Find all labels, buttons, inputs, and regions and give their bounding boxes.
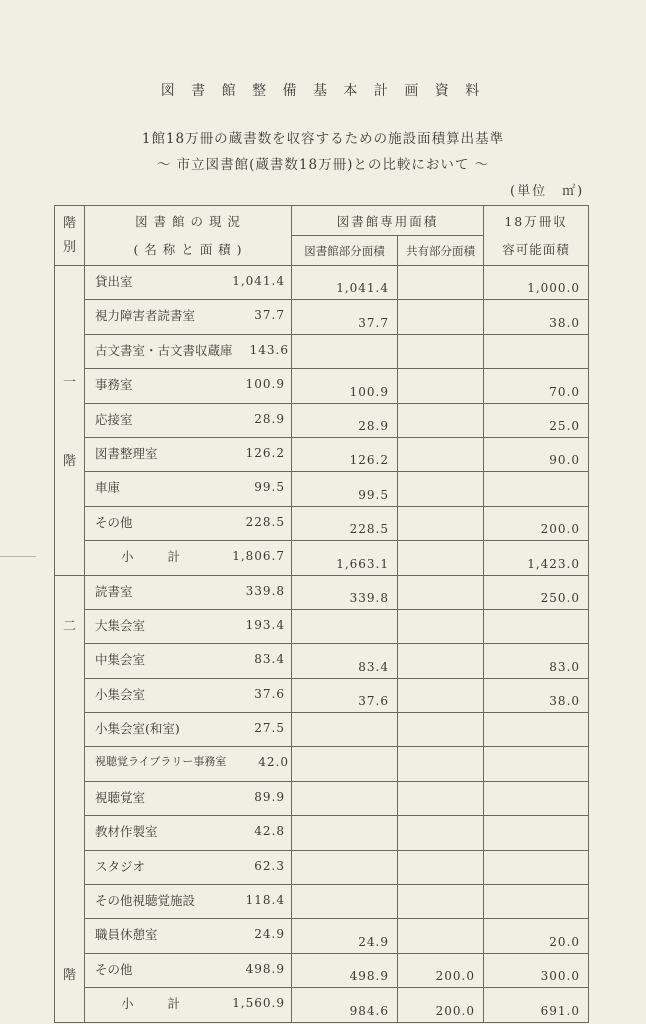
table-row xyxy=(55,747,589,781)
capacity-area xyxy=(484,781,589,815)
library-area: 24.9 xyxy=(292,919,398,953)
shared-area: 200.0 xyxy=(398,953,484,987)
table-row xyxy=(55,506,589,540)
library-area xyxy=(292,781,398,815)
room-area: 27.5 xyxy=(254,721,285,736)
subtotal-library-area: 984.6 xyxy=(292,988,398,1022)
document-title: 図 書 館 整 備 基 本 計 画 資 料 xyxy=(160,83,486,99)
header-current-status: 図 書 館 の 現 況 ( 名 称 と 面 積 ) xyxy=(85,206,292,266)
library-area: 228.5 xyxy=(292,506,398,540)
room-area: 1,041.4 xyxy=(232,274,285,288)
capacity-area: 38.0 xyxy=(484,300,589,334)
capacity-area xyxy=(484,472,589,506)
library-area xyxy=(292,885,398,919)
shared-area xyxy=(398,506,484,540)
table-row xyxy=(55,472,589,506)
capacity-area: 1,000.0 xyxy=(484,266,589,300)
capacity-area xyxy=(484,850,589,884)
library-area: 126.2 xyxy=(292,437,398,471)
room-name: 応接室 xyxy=(95,411,133,427)
shared-area xyxy=(398,472,484,506)
shared-area xyxy=(398,300,484,334)
capacity-area: 90.0 xyxy=(484,437,589,471)
room-area: 143.6 xyxy=(249,342,289,357)
room-area: 118.4 xyxy=(245,893,285,908)
capacity-area xyxy=(484,816,589,850)
shared-area xyxy=(398,403,484,437)
library-area xyxy=(292,747,398,781)
room-name: 中集会室 xyxy=(95,652,146,668)
library-area: 83.4 xyxy=(292,644,398,678)
room-area: 193.4 xyxy=(245,617,285,632)
capacity-area xyxy=(484,713,589,747)
library-area: 37.7 xyxy=(292,300,398,334)
room-name: 小集会室(和室) xyxy=(95,721,180,737)
document-subtitle-comparison: ～ 市立図書館(蔵書数18万冊)との比較において ～ xyxy=(156,157,490,173)
capacity-area: 20.0 xyxy=(484,919,589,953)
capacity-area: 250.0 xyxy=(484,575,589,609)
margin-mark xyxy=(0,556,36,557)
shared-area xyxy=(398,816,484,850)
room-area: 228.5 xyxy=(245,514,285,529)
subtotal-library-area: 1,663.1 xyxy=(292,541,398,575)
shared-area xyxy=(398,437,484,471)
library-area: 28.9 xyxy=(292,403,398,437)
capacity-area: 200.0 xyxy=(484,506,589,540)
subtotal-row xyxy=(55,988,589,1022)
capacity-area: 38.0 xyxy=(484,678,589,712)
room-name: 職員休憩室 xyxy=(95,927,158,943)
shared-area xyxy=(398,678,484,712)
room-name: 古文書室・古文書収蔵庫 xyxy=(95,342,233,358)
room-area: 37.7 xyxy=(254,308,285,323)
library-area: 498.9 xyxy=(292,953,398,987)
shared-area xyxy=(398,850,484,884)
room-area: 126.2 xyxy=(245,445,285,460)
shared-area xyxy=(398,885,484,919)
table-row xyxy=(55,644,589,678)
library-area: 1,041.4 xyxy=(292,266,398,300)
room-area: 339.8 xyxy=(245,583,285,598)
room-name: 貸出室 xyxy=(95,274,133,289)
capacity-area xyxy=(484,609,589,643)
room-name: 図書整理室 xyxy=(95,445,158,461)
room-area: 89.9 xyxy=(254,789,285,804)
room-name: 大集会室 xyxy=(95,617,146,633)
header-shared-part: 共有部分面積 xyxy=(398,236,484,266)
table-row xyxy=(55,300,589,334)
library-area xyxy=(292,609,398,643)
subtotal-row xyxy=(55,541,589,575)
room-area: 498.9 xyxy=(245,961,285,976)
shared-area xyxy=(398,781,484,815)
document-subtitle: 1館18万冊の蔵書数を収容するための施設面積算出基準 xyxy=(141,131,505,147)
table-row xyxy=(55,609,589,643)
table-row xyxy=(55,919,589,953)
library-area: 99.5 xyxy=(292,472,398,506)
table-row xyxy=(55,575,589,609)
shared-area xyxy=(398,919,484,953)
room-area: 100.9 xyxy=(245,377,285,392)
shared-area xyxy=(398,334,484,368)
capacity-area: 83.0 xyxy=(484,644,589,678)
library-area: 37.6 xyxy=(292,678,398,712)
shared-area xyxy=(398,644,484,678)
capacity-area: 300.0 xyxy=(484,953,589,987)
room-name: その他視聴覚施設 xyxy=(95,893,196,909)
subtotal-capacity-area: 691.0 xyxy=(484,988,589,1022)
shared-area xyxy=(398,575,484,609)
shared-area xyxy=(398,609,484,643)
room-area: 28.9 xyxy=(254,411,285,426)
table-row xyxy=(55,953,589,987)
room-area: 99.5 xyxy=(254,480,285,495)
room-area: 83.4 xyxy=(254,652,285,667)
subtotal-capacity-area: 1,423.0 xyxy=(484,541,589,575)
header-dedicated-area: 図書館専用面積 xyxy=(292,206,484,236)
subtotal-label: 小計 xyxy=(121,549,215,565)
library-area xyxy=(292,850,398,884)
table-row xyxy=(55,678,589,712)
room-name: 車庫 xyxy=(95,480,121,496)
shared-area xyxy=(398,713,484,747)
table-row xyxy=(55,713,589,747)
shared-area xyxy=(398,369,484,403)
floor-1-label: 一 階 xyxy=(55,266,85,576)
room-area: 24.9 xyxy=(254,927,285,942)
shared-area xyxy=(398,747,484,781)
subtotal-shared-area xyxy=(398,541,484,575)
room-name: 事務室 xyxy=(95,377,133,393)
table-row xyxy=(55,334,589,368)
room-name: 小集会室 xyxy=(95,686,146,702)
room-name: 視聴覚ライブラリー事務室 xyxy=(95,755,227,769)
room-name: その他 xyxy=(95,961,133,977)
table-row xyxy=(55,266,589,300)
table-row xyxy=(55,850,589,884)
table-row xyxy=(55,437,589,471)
library-area xyxy=(292,713,398,747)
library-area xyxy=(292,816,398,850)
header-floor: 階 別 xyxy=(55,206,85,266)
library-area: 339.8 xyxy=(292,575,398,609)
room-name: 視聴覚室 xyxy=(95,789,146,805)
room-area: 62.3 xyxy=(254,858,285,873)
library-area: 100.9 xyxy=(292,369,398,403)
room-name: 視力障害者読書室 xyxy=(95,308,196,324)
room-name: 教材作製室 xyxy=(95,824,158,840)
capacity-area: 25.0 xyxy=(484,403,589,437)
subtotal-area: 1,560.9 xyxy=(232,996,285,1011)
room-area: 42.8 xyxy=(254,824,285,839)
table-row xyxy=(55,816,589,850)
room-name: その他 xyxy=(95,514,133,530)
subtotal-label: 小計 xyxy=(121,996,215,1012)
capacity-area: 70.0 xyxy=(484,369,589,403)
shared-area xyxy=(398,266,484,300)
library-area xyxy=(292,334,398,368)
table-row xyxy=(55,403,589,437)
room-name: スタジオ xyxy=(95,858,146,874)
header-library-part: 図書館部分面積 xyxy=(292,236,398,266)
subtotal-area: 1,806.7 xyxy=(232,549,285,564)
table-row xyxy=(55,369,589,403)
unit-label: (単位 ㎡) xyxy=(510,184,585,199)
table-row xyxy=(55,885,589,919)
floor-2-label: 二 階 xyxy=(55,575,85,1022)
subtotal-shared-area: 200.0 xyxy=(398,988,484,1022)
room-name: 読書室 xyxy=(95,583,133,599)
room-area: 42.0 xyxy=(258,755,289,770)
capacity-area xyxy=(484,885,589,919)
area-table xyxy=(54,205,589,1023)
room-area: 37.6 xyxy=(254,686,285,701)
capacity-area xyxy=(484,747,589,781)
capacity-area xyxy=(484,334,589,368)
table-row xyxy=(55,781,589,815)
header-capacity-area: 18万冊収 容可能面積 xyxy=(484,206,589,266)
